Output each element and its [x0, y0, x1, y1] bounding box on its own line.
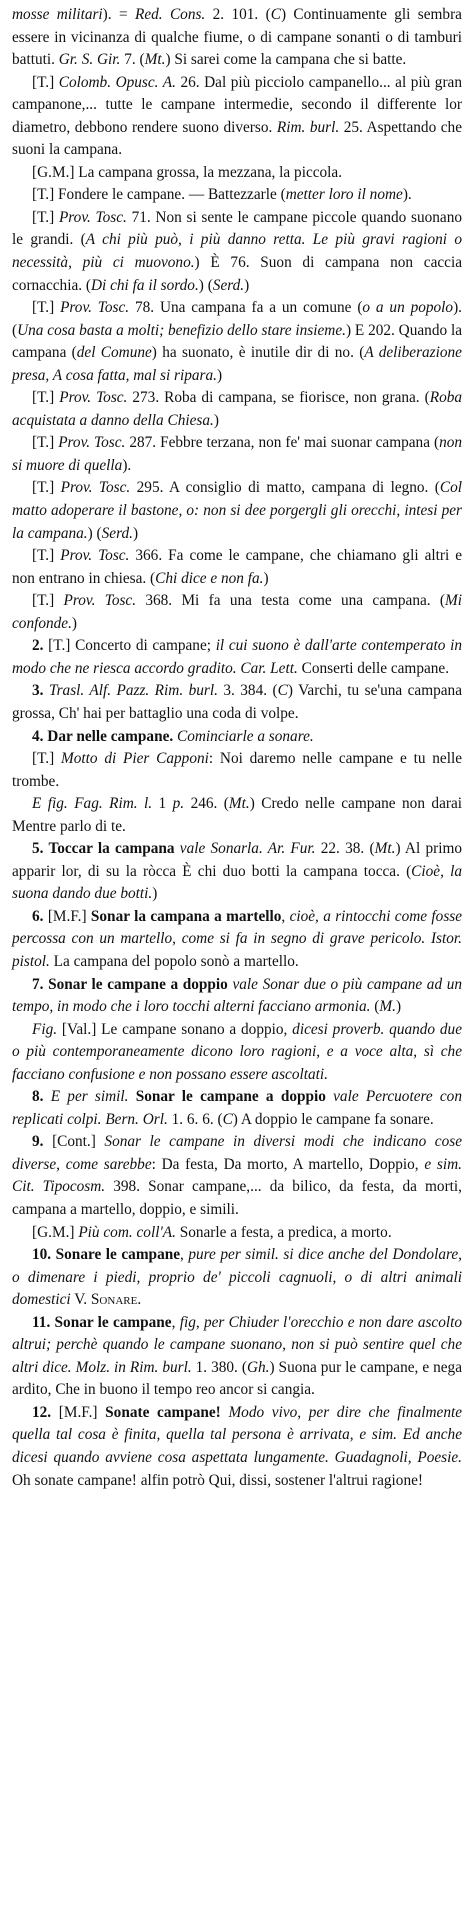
text-run: ).	[122, 456, 132, 474]
italic-text: o a un popolo	[362, 299, 454, 317]
headword-text: Sonate campane!	[105, 1403, 221, 1421]
text-run: ).	[402, 186, 412, 204]
italic-text: Fig.	[32, 1020, 58, 1038]
text-run: ) (	[198, 276, 213, 294]
italic-text: vale	[179, 840, 206, 858]
text-run: 7. (	[120, 51, 145, 69]
text-run: ) A doppio le campane fa sonare.	[232, 1110, 434, 1128]
italic-text: Modo vivo, per dire che finalmente quella tal cosa è finita, quella tal persona è arrivata, e sim. Ed anche dicesi quando avviene cosa aspettata lungamente. Guadagnoli, Poesie.	[12, 1403, 463, 1466]
text-run	[129, 1088, 136, 1105]
entry-paragraph	[12, 793, 462, 838]
entry-paragraph	[12, 1222, 462, 1245]
text-run: 295. A consiglio di matto, campana di legno. (	[130, 479, 440, 497]
italic-text: del Comune	[76, 344, 152, 362]
text-run: [M.F.]	[51, 1403, 106, 1421]
text-run: : Noi daremo nelle campane e tu nelle trombe.	[12, 750, 462, 790]
entry-paragraph	[12, 477, 462, 545]
entry-paragraph	[12, 72, 462, 162]
text-run: 368. Mi fa una testa come una campana. (	[136, 592, 446, 610]
italic-text: p.	[172, 795, 185, 813]
headword-text: 2.	[32, 637, 44, 655]
entry-paragraph	[12, 974, 462, 1019]
italic-text: Trasl. Alf. Pazz. Rim. burl.	[48, 682, 218, 700]
text-run: [T.]	[32, 479, 61, 497]
text-run: ) Si sarei come la campana che si batte.	[165, 51, 407, 69]
italic-text: C	[277, 682, 288, 700]
italic-text: Cioè, la suona dando due botti.	[12, 862, 462, 903]
italic-text: metter loro il nome	[285, 186, 403, 204]
text-run: 1. 380. (	[191, 1358, 247, 1376]
text-run: [Cont.]	[43, 1133, 105, 1151]
entry-paragraph	[12, 207, 462, 297]
entry-paragraph	[12, 635, 462, 680]
text-run: [G.M.] La campana grossa, la mezzana, la piccola.	[32, 163, 343, 181]
italic-text: Mi confonde.	[12, 592, 463, 632]
text-run: ) Al primo apparir lor, di su la ròcca È chi duo botti la campana tocca. (	[12, 840, 463, 880]
text-run: 2. 101. (	[205, 6, 271, 23]
text-run: [T.]	[32, 750, 62, 768]
headword-text: 11. Sonar le campane	[32, 1313, 172, 1331]
entry-paragraph	[12, 432, 462, 477]
italic-text: Cominciarle a sonare.	[177, 727, 314, 745]
text-run: ) (	[87, 524, 102, 542]
entry-paragraph	[12, 545, 462, 590]
italic-text: vale	[333, 1088, 359, 1106]
italic-text: e sim. Cit. Tipocosm.	[12, 1155, 462, 1196]
text-run: ) Credo nelle campane non darai Mentre parlo di te.	[12, 795, 462, 835]
headword-text: Sonar le campane a doppio	[135, 1088, 326, 1106]
text-run: ,	[281, 907, 290, 925]
italic-text: Colomb. Opusc. A.	[58, 73, 176, 91]
entry-paragraph	[12, 1402, 462, 1492]
italic-text: Percuotere con replicati colpi. Bern. Orl.	[12, 1088, 462, 1128]
text-run: : Da festa, Da morto, A martello, Doppio,	[151, 1155, 425, 1173]
entry-paragraph	[12, 748, 462, 793]
entry-paragraph	[12, 590, 462, 635]
italic-text: mosse militari	[12, 6, 103, 23]
italic-text: Serd.	[101, 524, 133, 542]
text-run	[43, 1088, 50, 1105]
italic-text: Mt.	[144, 51, 166, 69]
italic-text: Serd.	[212, 276, 245, 294]
text-run: [M.F.]	[43, 907, 91, 925]
italic-text: C	[222, 1110, 233, 1128]
italic-text: C	[270, 6, 281, 23]
text-run: ) Continuamente gli sembra essere in vicinanza di qualche fiume, o di campane sonanti o di tamburi battuti.	[12, 6, 462, 69]
text-run: [T.]	[32, 592, 64, 610]
text-run: [T.]	[32, 208, 59, 226]
italic-text: dicesi proverb. quando due o più contemporaneamente dicono loro ragioni, e a voce alta, sì che facciano confusione e non possano essere ascoltati.	[12, 1020, 462, 1083]
headword-text: 4. Dar nelle campane.	[32, 727, 174, 745]
text-run: 22. 38. (	[315, 840, 375, 858]
italic-text: M.	[379, 998, 396, 1016]
text-run: 246. (	[184, 795, 229, 813]
entry-paragraph	[12, 1244, 462, 1312]
entry-paragraph	[12, 838, 462, 906]
entry-paragraph	[12, 162, 462, 185]
text-run: ,	[171, 1313, 180, 1331]
text-run: 25. Aspettando che suoni la campana.	[12, 118, 462, 159]
text-run: ) Suona pur le campane, e nega ardito, Che in buono il tempo reo ancor si cangia.	[12, 1358, 462, 1399]
italic-text: Prov. Tosc.	[60, 547, 130, 565]
text-run: La campana del popolo sonò a martello.	[49, 952, 299, 970]
text-run: ) È 76. Suon di campana non caccia cornacchia. (	[12, 254, 462, 294]
italic-text: A deliberazione presa, A cosa fatta, mal si ripara.	[12, 344, 462, 384]
italic-text: E fig. Fag. Rim. l.	[32, 795, 153, 813]
text-run: .	[137, 1291, 142, 1309]
text-run: [G.M.]	[32, 1223, 79, 1241]
text-run: [T.]	[32, 73, 59, 91]
text-run: 273. Roba di campana, se fiorisce, non grana. (	[127, 389, 430, 407]
text-run: )	[395, 998, 402, 1016]
italic-text: Più com. coll'A.	[78, 1223, 176, 1241]
headword-text: 3.	[32, 682, 44, 700]
italic-text: fig	[179, 1313, 196, 1331]
text-run: ). (	[12, 299, 462, 339]
text-run: Sonarle a festa, a predica, a morto.	[175, 1223, 392, 1241]
italic-text: Chi dice e non fa.	[155, 569, 264, 587]
italic-text: Col matto adoperare il bastone, o: non si dee porgergli gli orecchi, intesi per la campana.	[12, 479, 462, 542]
italic-text: A chi più può, i più danno retta. Le più gravi ragioni o necessità, più ci muovono.	[12, 231, 462, 272]
italic-text: Roba acquistata a danno della Chiesa.	[12, 389, 463, 429]
italic-text: Gr. S. Gir.	[58, 51, 121, 69]
entry-paragraph	[12, 1312, 462, 1402]
headword-text: 10. Sonare le campane	[32, 1246, 181, 1264]
text-run	[359, 1088, 366, 1105]
italic-text: Rim. burl.	[276, 118, 340, 136]
entry-paragraph	[12, 184, 462, 207]
text-run: ) ha suonato, è inutile dir di no. (	[151, 344, 365, 362]
text-run: ,	[195, 1313, 204, 1331]
entry-paragraph	[12, 4, 462, 72]
text-run: )	[216, 366, 223, 384]
text-run: [Val.] Le campane sonano a doppio,	[57, 1020, 293, 1038]
text-run: Conserti delle campane.	[297, 659, 450, 677]
entry-paragraph	[12, 387, 462, 432]
text-run: )	[152, 885, 158, 903]
entry-paragraph	[12, 1131, 462, 1221]
italic-text: Una cosa basta a molti; benefizio dello stare insieme.	[17, 321, 346, 339]
italic-text: Gh.	[246, 1358, 270, 1376]
italic-text: Motto di Pier Capponi	[61, 750, 209, 768]
text-run: [T.] Concerto di campane;	[43, 637, 216, 655]
italic-text: Prov. Tosc.	[60, 299, 130, 317]
italic-text: Sonarla. Ar. Fur.	[210, 840, 316, 858]
text-run: [T.]	[32, 434, 59, 452]
text-run: Oh sonate campane! alfin potrò Qui, dissi, sostener l'altrui ragione!	[12, 1471, 423, 1489]
text-run: ,	[180, 1246, 189, 1264]
text-run: )	[71, 614, 78, 632]
text-run: [T.] Fondere le campane. — Battezzarle (	[32, 186, 286, 204]
text-run: 3. 384. (	[217, 682, 278, 700]
text-run: ). =	[102, 6, 135, 23]
italic-text: non si muore di quella	[12, 434, 463, 474]
italic-text: Mt.	[228, 795, 250, 813]
italic-text: vale	[232, 975, 258, 993]
text-run: (	[370, 998, 380, 1016]
italic-text: Mt.	[374, 840, 396, 858]
italic-text: Sonar due o più campane ad un tempo, in modo che i loro tocchi alterni facciano armonia.	[12, 975, 463, 1016]
text-run: ) E 202. Quando la campana (	[12, 321, 462, 362]
text-run: 287. Febbre terzana, non fe' mai suonar campana (	[125, 434, 440, 452]
italic-text: E per simil.	[50, 1088, 129, 1106]
text-run: 1. 6. 6. (	[167, 1110, 223, 1128]
italic-text: Prov. Tosc.	[60, 479, 131, 497]
italic-text: Car. Lett.	[240, 659, 298, 677]
italic-text: Di chi fa il sordo.	[90, 276, 199, 294]
text-run: 1	[152, 795, 173, 813]
text-run: )	[263, 569, 269, 587]
text-run: [T.]	[32, 389, 60, 407]
italic-text: per Chiuder l'orecchio e non dare ascolto altrui; perchè quando le campane suonano, non si può sentire quel che altri dice. Molz. in Rim. burl.	[12, 1313, 463, 1376]
text-run: )	[132, 524, 139, 542]
text-run: V.	[70, 1291, 91, 1309]
italic-text: cioè, a rintocchi come fosse percossa con un martello, come si fa in segno di grave pericolo. Istor. pistol.	[12, 907, 463, 970]
entry-paragraph	[12, 297, 462, 387]
headword-text: 9.	[32, 1133, 44, 1151]
headword-text: 12.	[32, 1403, 52, 1421]
headword-text: Sonar la campana a martello	[90, 907, 282, 925]
italic-text: Prov. Tosc.	[58, 208, 127, 226]
italic-text: Sonar le campane in diversi modi che indicano cose diverse, come sarebbe	[12, 1133, 462, 1173]
italic-text: Prov. Tosc.	[63, 592, 137, 610]
headword-text: 8.	[32, 1088, 44, 1106]
italic-text: Prov. Tosc.	[59, 389, 128, 407]
headword-text: 7. Sonar le campane a doppio	[32, 975, 228, 993]
italic-text: Red. Cons.	[134, 6, 206, 23]
text-run: 26. Dal più picciolo campanello... al più gran campanone,... tutte le campane intermedie, secondo il differente lor diametro, debbono rendere suono diverso.	[12, 73, 462, 136]
text-run: ) Varchi, tu se'una campana grossa, Ch' hai per battaglio una coda di volpe.	[12, 682, 462, 722]
entry-paragraph	[12, 680, 462, 725]
italic-text: il cui suono è dall'arte contemperato in modo che ne riesca accordo gradito.	[12, 637, 463, 677]
text-run: )	[244, 276, 250, 294]
italic-text: pure per simil. si dice anche del Dondolare, o dimenare i piedi, proprio de' piccoli cagnuoli, o di altri animali domestici	[12, 1246, 462, 1309]
text-run: [T.]	[32, 547, 61, 565]
text-run: 366. Fa come le campane, che chiamano gli altri e non entrano in chiesa. (	[12, 547, 462, 587]
headword-text: 5. Toccar la campana	[32, 840, 175, 858]
headword-text: 6.	[32, 907, 44, 925]
entry-paragraph	[12, 906, 462, 974]
text-run: )	[213, 411, 219, 429]
text-run: 71. Non si sente le campane piccole quando suonano le grandi. (	[12, 208, 463, 249]
entry-paragraph	[12, 1086, 462, 1131]
text-run: Sonare	[90, 1291, 138, 1309]
text-run: [T.]	[32, 299, 61, 317]
entry-paragraph	[12, 1019, 462, 1087]
text-run: 398. Sonar campane,... da bilico, da festa, da morti, campana a martello, doppio, e simili.	[12, 1178, 462, 1218]
italic-text: Prov. Tosc.	[58, 434, 126, 452]
text-run: 78. Una campana fa a un comune (	[129, 299, 363, 317]
entry-paragraph	[12, 726, 462, 749]
